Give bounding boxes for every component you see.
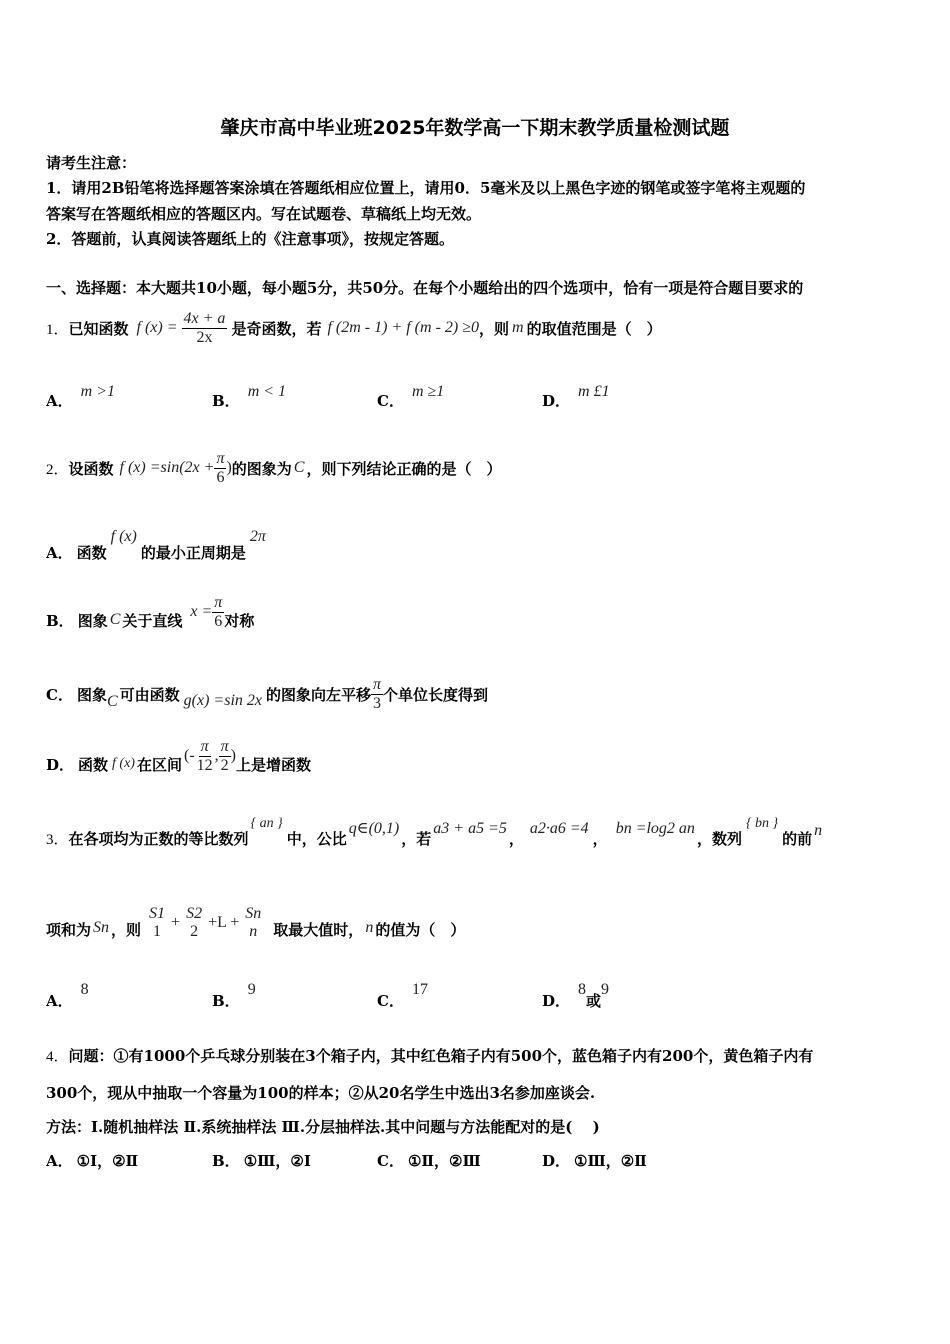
q3-eq-3: bn =log2 an (615, 820, 695, 837)
q2-option-d[interactable] (46, 733, 311, 779)
q2-option-c-C: C (106, 693, 118, 710)
q4-option-c-text: ①Ⅱ，②Ⅲ (407, 1152, 481, 1170)
q3-option-d-or: 或 (586, 992, 602, 1010)
q2-number: 2． (46, 461, 69, 478)
q3-option-b-label: B． (212, 992, 240, 1010)
q3-option-a[interactable] (46, 981, 89, 1011)
q2-option-d-fx: f (x) (112, 756, 135, 771)
notes-line-1: 1．请用2B铅笔将选择题答案涂填在答题纸相应位置上，请用0．5毫米及以上黑色字迹的钢笔或签字笔将主观题的 (46, 179, 806, 197)
q2-option-d-label: D． (46, 755, 75, 774)
q2-text-1: 设函数 (68, 459, 114, 478)
q3-q-range: q∈(0,1) (348, 820, 400, 837)
q3-fraction-2 (184, 905, 204, 941)
q2-option-d-text-3: 上是增函数 (235, 755, 311, 774)
q1-option-c-expr: m ≥1 (411, 383, 445, 400)
q2-fx: f (x) =sin(2x + (119, 459, 215, 476)
q2-fraction (214, 450, 226, 487)
q3-text-8: 项和为 (46, 920, 92, 939)
q1-option-a-expr: m >1 (80, 383, 115, 400)
q3-plus-1: + (171, 914, 181, 931)
q3-two: 2 (190, 923, 199, 940)
q3-eq-2: a2·a6 =4 (529, 820, 589, 837)
q4-option-b[interactable] (212, 1150, 311, 1171)
q2-option-c-fraction (371, 676, 383, 713)
q3-option-d-expr: 8 (578, 981, 587, 998)
q3-S2: S2 (186, 905, 203, 922)
q3-fraction-n (243, 905, 263, 941)
q1-option-b[interactable] (212, 383, 287, 411)
q3-text-11: 的值为（ ） (375, 920, 466, 939)
q3-option-d-label: D． (542, 992, 571, 1010)
q2-option-c-label: C． (46, 685, 73, 704)
q4-option-a-text: ①Ⅰ，②Ⅱ (76, 1152, 139, 1170)
q2-text-3: ，则下列结论正确的是（ ） (306, 459, 502, 478)
q3-text-9: ，则 (111, 920, 142, 939)
q3-Sn-numerator: Sn (245, 905, 262, 922)
q3-number: 3． (46, 832, 69, 848)
q2-option-b[interactable] (46, 590, 254, 634)
q4-option-c-label: C． (377, 1152, 404, 1170)
q4-option-a-label: A． (46, 1152, 73, 1170)
q2-option-d-fraction-2 (219, 738, 231, 775)
q3-option-b[interactable] (212, 981, 256, 1011)
q4-option-d-label: D． (542, 1152, 571, 1170)
q2-close-paren: ) (226, 459, 232, 476)
q3-option-b-expr: 9 (247, 981, 256, 998)
q3-one: 1 (153, 923, 162, 940)
q2-option-c-text-1: 图象 (76, 685, 107, 704)
q1-option-d-label: D． (542, 392, 571, 410)
q2-option-b-text-1: 图象 (77, 611, 108, 630)
q3-option-a-label: A． (46, 992, 73, 1010)
q2-option-a-fx: f (x) (110, 528, 137, 545)
q4-line-1-text: 问题：①有1000个乒乓球分别装在3个箱子内，其中红色箱子内有500个，蓝色箱子内有200个，黄色箱子内有 (68, 1047, 814, 1065)
q2-six: 6 (216, 468, 225, 486)
q1-option-c[interactable] (377, 383, 445, 411)
q1-denominator: 2x (196, 328, 213, 346)
q2-option-d-comma: , (214, 747, 219, 764)
q1-option-b-label: B． (212, 392, 240, 410)
q2-option-b-x: x = (190, 603, 213, 620)
q3-option-c-label: C． (377, 992, 404, 1010)
q1-option-a[interactable] (46, 383, 115, 411)
q1-number: 1． (46, 321, 69, 338)
q1-numerator: 4x + a (183, 309, 226, 327)
q2-option-c-pi: π (373, 675, 382, 693)
q3-Sn: Sn (93, 919, 110, 936)
q2-option-c-g: g(x) =sin 2x (183, 692, 262, 709)
q3-option-c-expr: 17 (411, 981, 428, 998)
q3-text-6: ，数列 (696, 830, 742, 848)
q3-option-a-expr: 8 (80, 981, 89, 998)
q2-option-b-C: C (109, 611, 121, 628)
q3-sequence-b: { bn } (745, 816, 779, 831)
q4-option-b-text: ①Ⅲ，②Ⅰ (243, 1152, 311, 1170)
q2-option-d-pi-1: π (200, 737, 209, 755)
q2-option-b-fraction (212, 594, 224, 631)
q3-S1: S1 (149, 905, 166, 922)
q4-option-c[interactable] (377, 1150, 481, 1171)
q1-option-c-label: C． (377, 392, 404, 410)
notes-heading: 请考生注意： (46, 154, 137, 172)
q2-option-a-label: A． (46, 544, 73, 562)
question-3 (46, 812, 822, 852)
q2-pi: π (216, 449, 225, 467)
q2-option-b-six: 6 (214, 612, 223, 630)
q2-option-a-text-1: 函数 (76, 544, 107, 562)
q3-text-7: 的前 (782, 830, 813, 848)
q4-option-d[interactable] (542, 1150, 647, 1171)
q3-option-d[interactable] (542, 981, 610, 1011)
q1-text-2: 是奇函数，若 (231, 319, 322, 338)
q2-option-c-text-3: 的图象向左平移 (265, 685, 371, 704)
q2-option-d-close: ) (230, 747, 236, 764)
q4-option-d-text: ①Ⅲ，②Ⅱ (574, 1152, 647, 1170)
q2-C: C (293, 459, 305, 476)
page-title: 肇庆市高中毕业班2025年数学高一下期末教学质量检测试题 (220, 117, 730, 139)
q1-option-d-expr: m £1 (578, 383, 610, 400)
q1-option-d[interactable] (542, 383, 610, 411)
q1-fx: f (x) = (136, 319, 178, 336)
q1-fraction (182, 310, 228, 347)
q1-text-3: ，则 (479, 319, 510, 338)
q2-option-d-text-2: 在区间 (136, 755, 182, 774)
q3-option-c[interactable] (377, 981, 428, 1011)
q1-text-4: 的取值范围是（ ） (526, 319, 662, 338)
q2-option-b-label: B． (46, 611, 74, 630)
q3-text-3: ，若 (401, 830, 432, 848)
q2-option-b-text-3: 对称 (224, 611, 255, 630)
q2-option-a[interactable] (46, 528, 266, 563)
q3-text-5: ， (592, 830, 608, 848)
q2-option-d-2: 2 (220, 756, 229, 774)
q1-text-1: 已知函数 (68, 319, 129, 338)
q2-option-d-text-1: 函数 (78, 755, 109, 774)
q2-option-c-text-4: 个单位长度得到 (383, 685, 489, 704)
q3-n-2: n (365, 919, 374, 936)
q4-line-3: 方法：Ⅰ.随机抽样法 Ⅱ.系统抽样法 Ⅲ.分层抽样法.其中问题与方法能配对的是( ) (46, 1118, 600, 1136)
q1-option-a-label: A． (46, 392, 73, 410)
q2-option-d-open: (- (183, 747, 195, 764)
notes-line-2: 答案写在答题纸相应的答题区内。写在试题卷、草稿纸上均无效。 (46, 205, 482, 223)
q1-var: m (512, 319, 524, 336)
q2-option-b-pi: π (214, 593, 223, 611)
q3-n: n (814, 822, 823, 839)
q2-option-d-fraction-1 (195, 738, 215, 775)
q4-option-a[interactable] (46, 1150, 138, 1171)
q2-text-2: 的图象为 (231, 459, 292, 478)
q2-option-d-pi-2: π (220, 737, 229, 755)
q3-option-d-expr-2: 9 (601, 981, 610, 998)
q3-text-1: 在各项均为正数的等比数列 (68, 830, 249, 848)
q1-option-b-expr: m < 1 (247, 383, 287, 400)
notes-line-3: 2．答题前，认真阅读答题纸上的《注意事项》，按规定答题。 (46, 230, 454, 248)
q3-text-4: ， (508, 830, 524, 848)
q2-option-b-text-2: 关于直线 (122, 611, 183, 630)
q3-eq-1: a3 + a5 =5 (433, 820, 507, 837)
q3-text-2: 中，公比 (286, 830, 347, 848)
q4-line-2: 300个，现从中抽取一个容量为100的样本；②从20名学生中选出3名参加座谈会. (46, 1084, 596, 1102)
q4-line-1 (46, 1045, 813, 1066)
q2-option-c-text-2: 可由函数 (119, 685, 180, 704)
q2-option-a-value: 2π (249, 528, 266, 545)
q2-option-a-text-2: 的最小正周期是 (140, 544, 246, 562)
q1-condition: f (2m - 1) + f (m - 2) ≥0 (327, 319, 479, 336)
section-1-heading: 一、选择题：本大题共10小题，每小题5分，共50分。在每个小题给出的四个选项中，恰有一项是符合题目要求的 (46, 279, 804, 297)
q4-option-b-label: B． (212, 1152, 240, 1170)
q3-sequence-a: { an } (250, 816, 283, 831)
q3-text-10: 取最大值时， (273, 920, 364, 939)
q3-plus-ellipsis: +L + (208, 914, 240, 931)
q2-option-c[interactable] (46, 672, 488, 716)
question-3-continued (46, 898, 465, 948)
question-1 (46, 306, 662, 350)
q2-option-c-three: 3 (373, 694, 381, 712)
q3-fraction-1 (147, 905, 167, 941)
q4-number: 4． (46, 1049, 69, 1065)
q2-option-d-12: 12 (196, 756, 213, 774)
question-2 (46, 446, 501, 490)
q3-n-denominator: n (249, 923, 258, 940)
